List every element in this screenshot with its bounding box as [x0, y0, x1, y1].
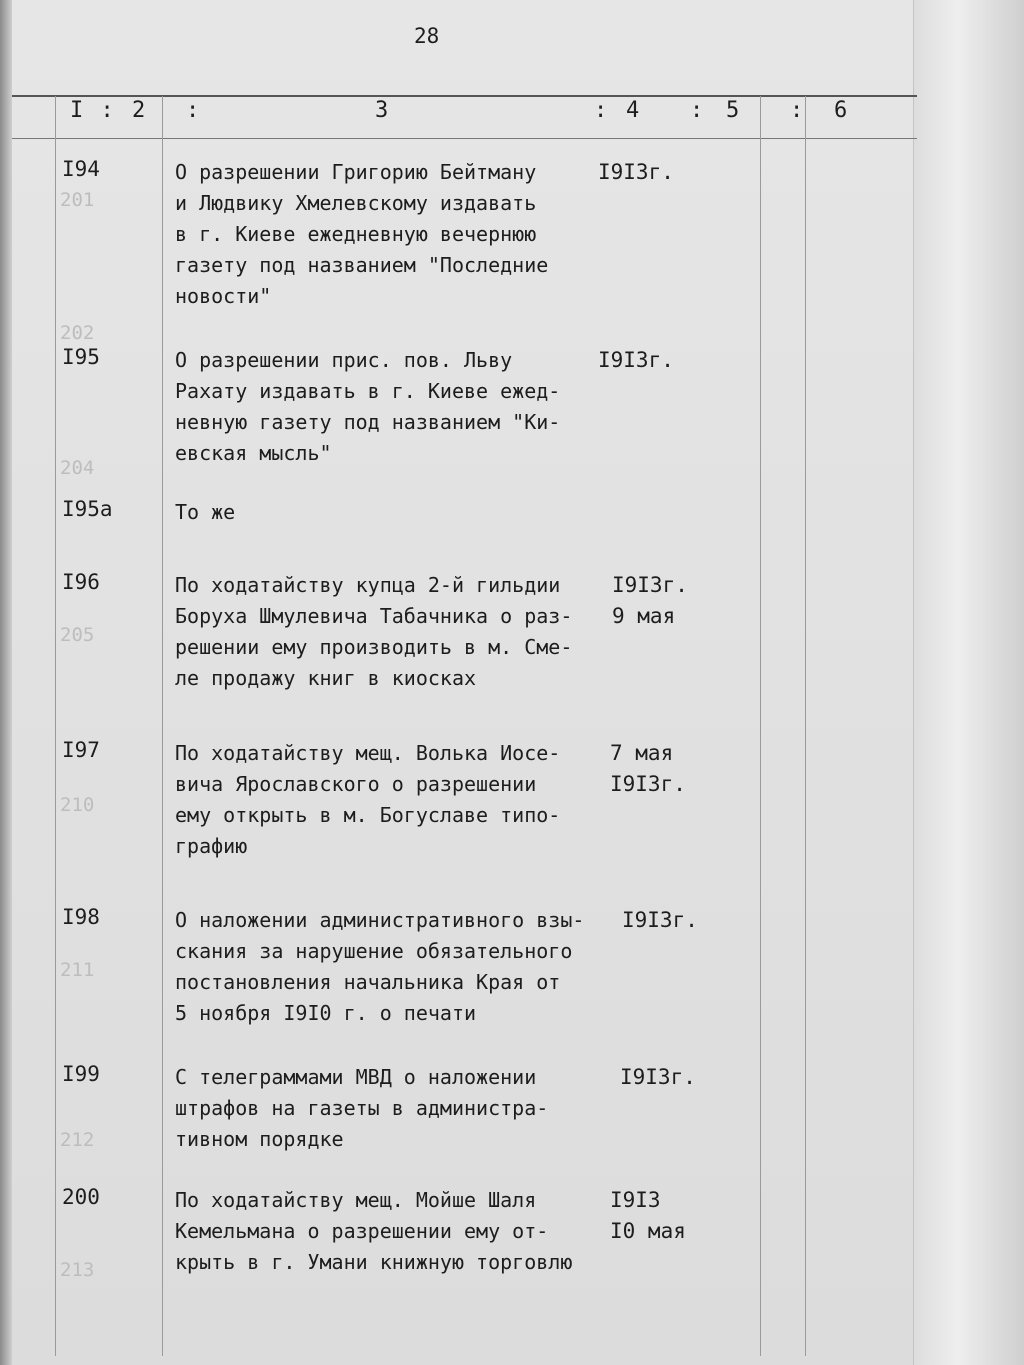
item-title: По ходатайству мещ. Волька Иосе- вича Ярославского о разрешении ему открыть в м. Богуславе типо- графию — [175, 741, 561, 858]
page-binding-edge — [0, 0, 12, 1365]
column-header-2: 2 — [132, 98, 148, 123]
item-date: I9I3 I0 мая — [610, 1188, 686, 1243]
column-rule — [805, 96, 806, 1356]
column-separator: : — [690, 98, 706, 123]
item-title: То же — [175, 500, 236, 524]
item-number: I96 — [62, 570, 100, 594]
column-header-3: 3 — [375, 98, 391, 123]
column-header-6: 6 — [834, 98, 850, 123]
item-date: I9I3г. — [598, 160, 674, 184]
item-title: О наложении административного взы- скания за нарушение обязательного постановления начальника Края от 5 ноября I9I0 г. о печати — [175, 908, 585, 1025]
item-number: I95 — [62, 345, 100, 369]
item-date: I9I3г. 9 мая — [612, 573, 688, 628]
item-title: По ходатайству купца 2-й гильдии Боруха Шмулевича Табачника о раз- решении ему производить в м. Сме- ле продажу книг в киосках — [175, 573, 573, 690]
item-number: 200 — [62, 1185, 100, 1209]
bleed-through-text: 205 — [60, 624, 95, 646]
header-bottom-rule — [12, 138, 917, 139]
item-date: I9I3г. — [598, 348, 674, 372]
column-separator: : — [186, 98, 202, 123]
column-header-1: I : — [70, 98, 116, 123]
header-top-rule — [12, 95, 917, 97]
bleed-through-text: 213 — [60, 1259, 95, 1281]
bleed-through-text: 210 — [60, 794, 95, 816]
bleed-through-text: 202 — [60, 322, 95, 344]
item-title: По ходатайству мещ. Мойше Шаля Кемельмана о разрешении ему от- крыть в г. Умани книжную торговлю — [175, 1188, 573, 1274]
item-date: I9I3г. — [620, 1065, 696, 1089]
bleed-through-text: 212 — [60, 1129, 95, 1151]
bleed-through-text: 201 — [60, 189, 95, 211]
item-number: I95а — [62, 497, 113, 521]
column-rule — [55, 96, 56, 1356]
column-rule — [162, 96, 163, 1356]
bleed-through-text: 211 — [60, 959, 95, 981]
page-number: 28 — [414, 24, 440, 48]
item-title: С телеграммами МВД о наложении штрафов на газеты в администра- тивном порядке — [175, 1065, 549, 1151]
item-date: I9I3г. — [622, 908, 698, 932]
item-number: I94 — [62, 157, 100, 181]
column-rule — [760, 96, 761, 1356]
bleed-through-text: 204 — [60, 457, 95, 479]
column-header-4: 4 — [626, 98, 642, 123]
item-date: 7 мая I9I3г. — [610, 741, 686, 796]
item-number: I99 — [62, 1062, 100, 1086]
item-number: I98 — [62, 905, 100, 929]
item-title: О разрешении прис. пов. Льву Рахату издавать в г. Киеве ежед- невную газету под названием "Ки- евская мысль" — [175, 348, 561, 465]
column-header-5: 5 — [726, 98, 742, 123]
item-title: О разрешении Григорию Бейтману и Людвику Хмелевскому издавать в г. Киеве ежедневную вечернюю газету под названием "Последние новости" — [175, 160, 549, 308]
column-separator: : — [790, 98, 806, 123]
item-number: I97 — [62, 738, 100, 762]
column-separator: : — [594, 98, 610, 123]
page-fold-shadow — [913, 0, 1024, 1365]
